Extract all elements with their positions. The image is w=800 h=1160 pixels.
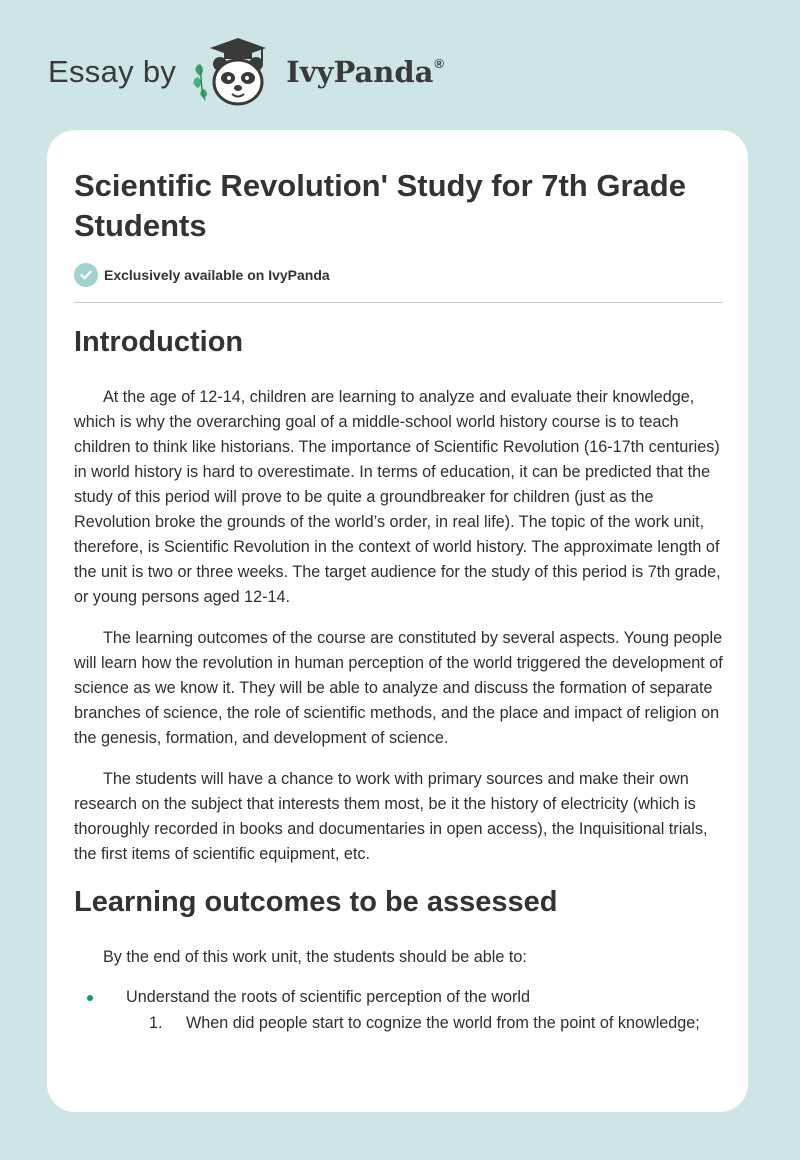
outcomes-intro: By the end of this work unit, the students should be able to: (103, 948, 527, 966)
brand-prefix: Essay by (48, 54, 177, 89)
intro-paragraph-3: The students will have a chance to work with primary sources and make their own research on the subject that interests them most, be it the history of electricity (which is thoroughly recorded in books and documentaries in open access), the Inquisitional trials, the first items of scientific equipment, etc. (74, 770, 708, 863)
brand-header[interactable] (48, 36, 444, 108)
list-item-text: Understand the roots of scientific perception of the world (126, 988, 531, 1006)
exclusive-label: Exclusively available on IvyPanda (104, 267, 330, 283)
numbered-list-item (149, 1014, 700, 1033)
header-divider (74, 302, 723, 303)
bullet-dot-icon (87, 995, 93, 1001)
section-heading-introduction: Introduction (74, 326, 244, 358)
list-number: 1. (149, 1014, 163, 1032)
intro-paragraph-1: At the age of 12-14, children are learning to analyze and evaluate their knowledge, which is why the overarching goal of a middle-school world history course is to teach children to think like historians. The importance of Scientific Revolution (16-17th centuries) in world history is hard to overestimate. In terms of education, it can be predicted that the study of this period will prove to be quite a groundbreaker for children (just as the Revolution broke the grounds of the world’s order, in real life). The topic of the work unit, therefore, is Scientific Revolution in the context of world history. The approximate length of the unit is two or three weeks. The target audience for the study of this period is 7th grade, or young persons aged 12-14. (74, 388, 721, 606)
exclusive-badge (74, 263, 330, 287)
page-title: Scientific Revolution' Study for 7th Grade Students (74, 168, 686, 243)
check-circle-icon (74, 263, 98, 287)
brand-name: IvyPanda® (286, 55, 445, 89)
numbered-item-text: When did people start to cognize the world from the point of knowledge; (186, 1014, 700, 1032)
ivy-leaf-icon (194, 64, 208, 100)
essay-card (47, 130, 748, 1112)
registered-mark: ® (434, 56, 445, 71)
section-heading-learning-outcomes: Learning outcomes to be assessed (74, 886, 558, 918)
intro-paragraph-2: The learning outcomes of the course are constituted by several aspects. Young people will learn how the revolution in human perception of the world triggered the development of science as we know it. They will be able to analyze and discuss the formation of separate branches of science, the role of scientific methods, and the place and impact of religion on the genesis, formation, and development of science. (74, 629, 723, 747)
panda-logo-icon (190, 36, 282, 108)
list-item (87, 988, 530, 1007)
